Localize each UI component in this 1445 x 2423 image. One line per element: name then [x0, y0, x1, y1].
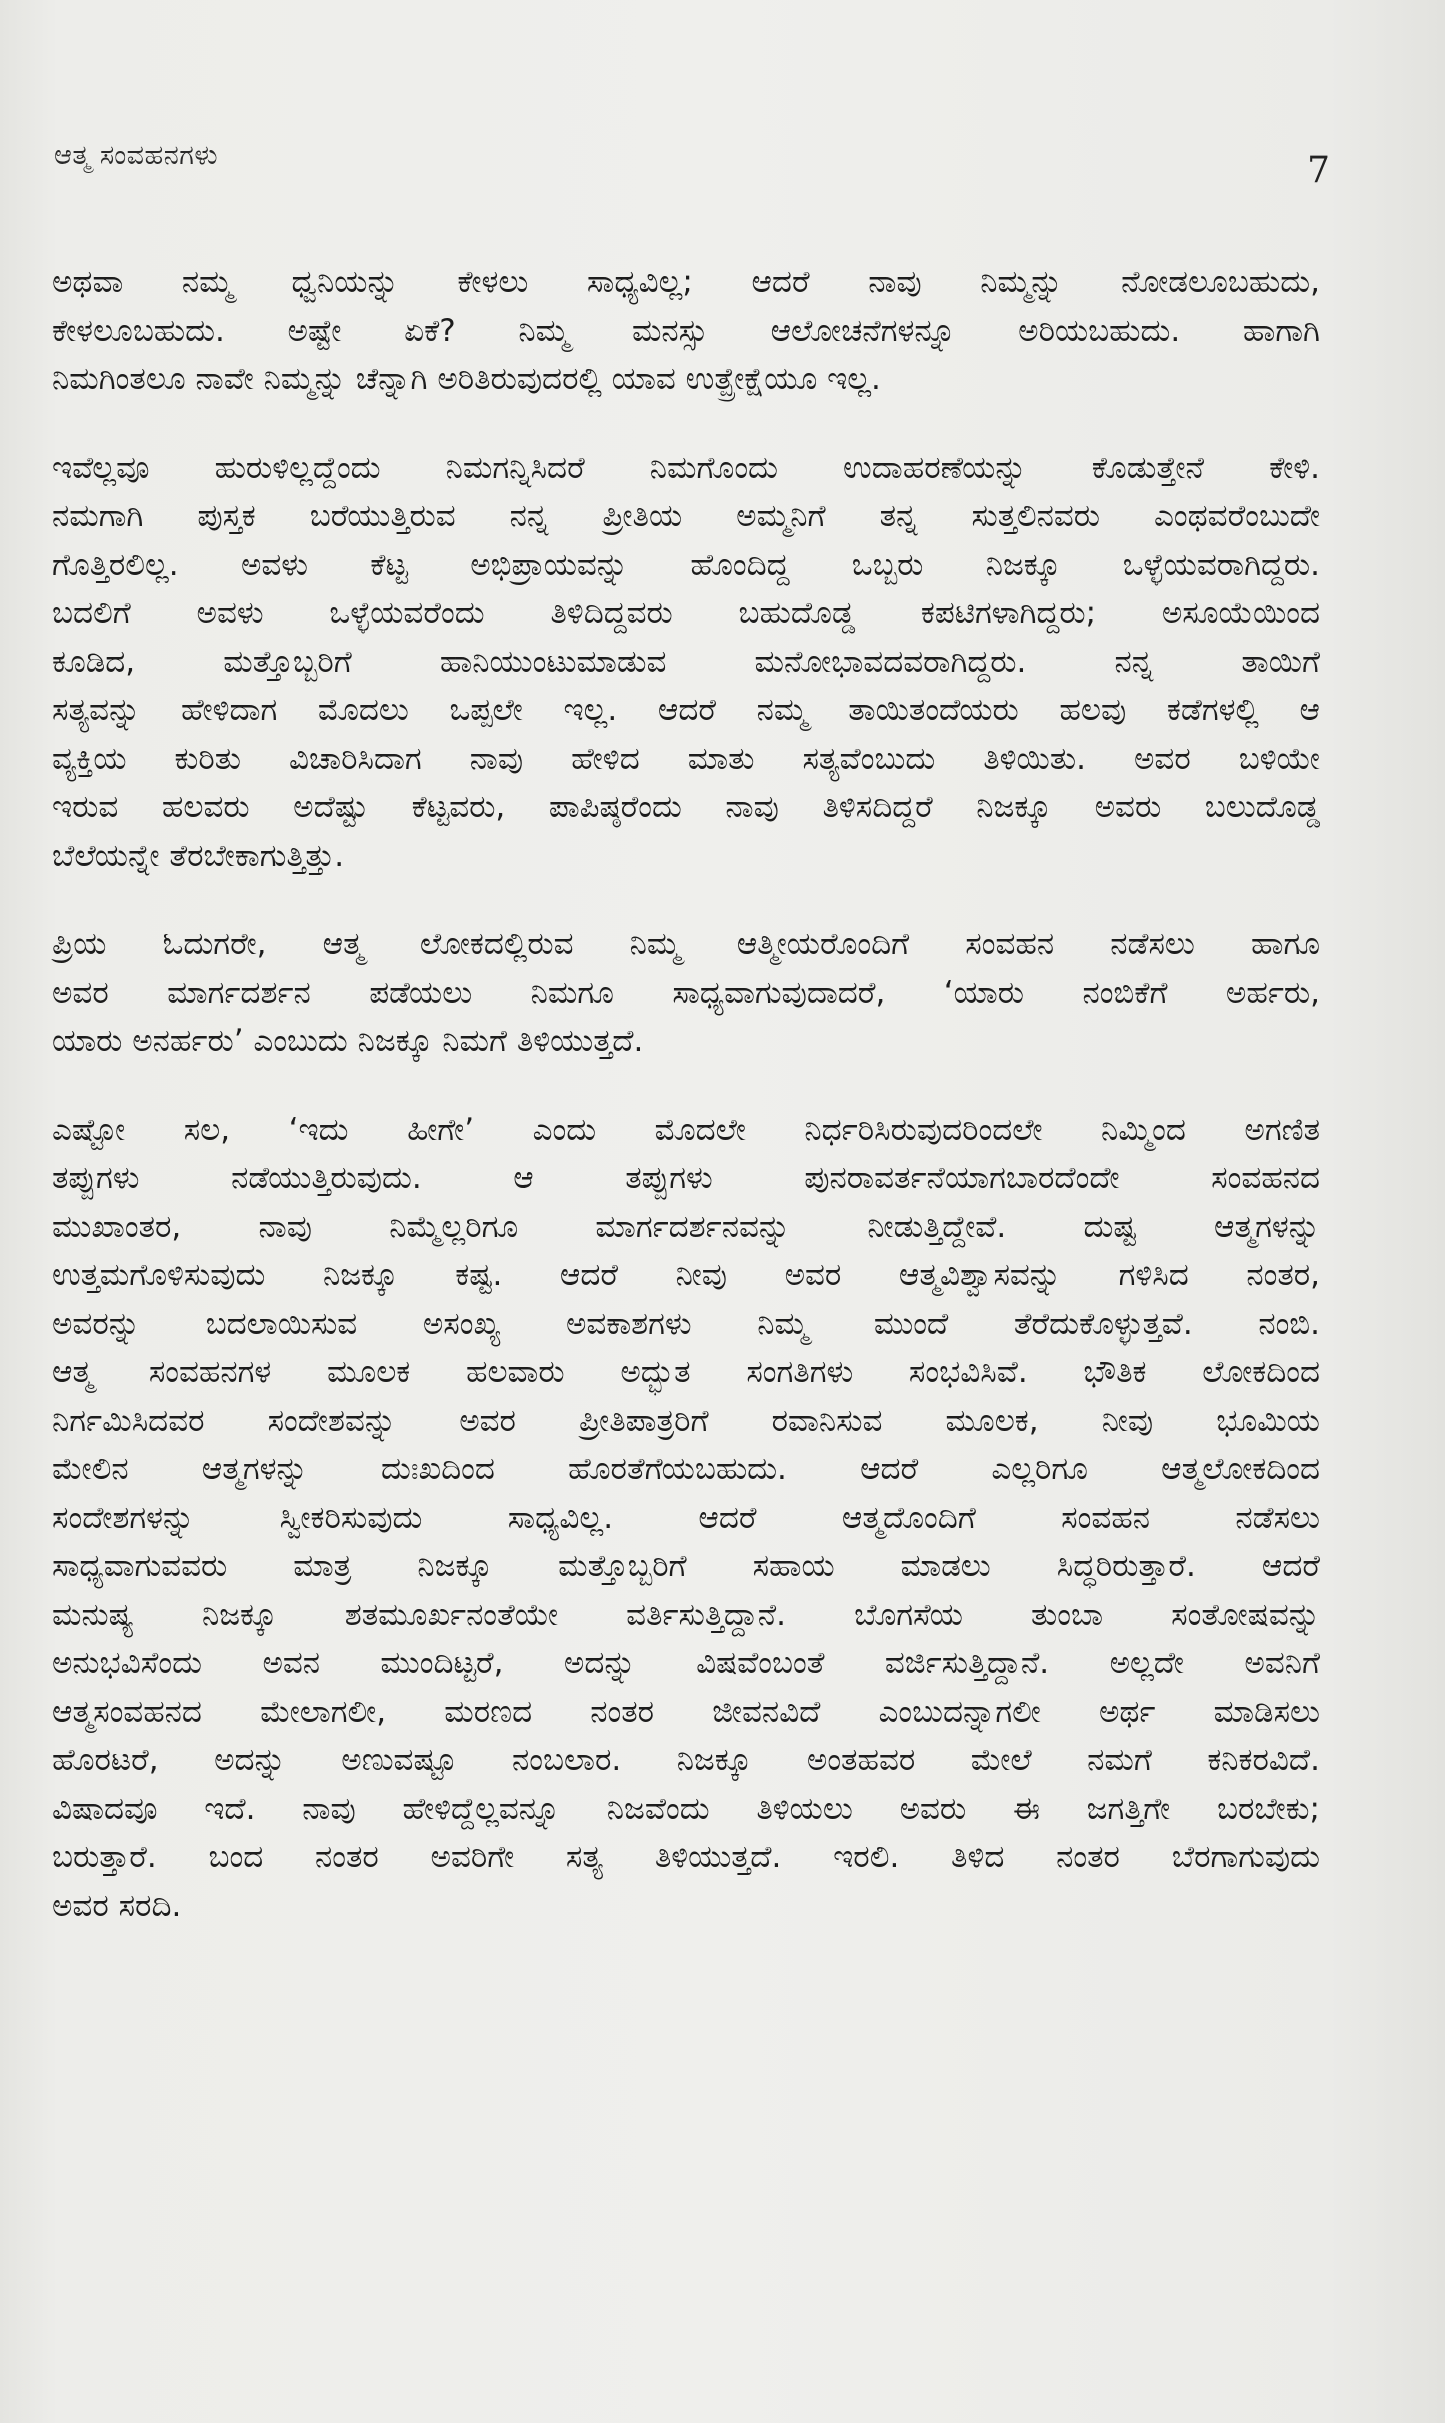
text-line: ಮೇಲಿನ ಆತ್ಮಗಳನ್ನು ದುಃಖದಿಂದ ಹೊರತೆಗೆಯಬಹುದು. ಆದರೆ ಎಲ್ಲರಿಗೂ ಆತ್ಮಲೋಕದಿಂದ	[52, 1451, 1320, 1487]
text-line: ಅವರ ಸರದಿ.	[52, 1887, 182, 1924]
text-line: ನಿರ್ಗಮಿಸಿದವರ ಸಂದೇಶವನ್ನು ಅವರ ಪ್ರೀತಿಪಾತ್ರರಿಗೆ ರವಾನಿಸುವ ಮೂಲಕ, ನೀವು ಭೂಮಿಯ	[52, 1402, 1320, 1439]
text-line: ಸಾಧ್ಯವಾಗುವವರು ಮಾತ್ರ ನಿಜಕ್ಕೂ ಮತ್ತೊಬ್ಬರಿಗೆ ಸಹಾಯ ಮಾಡಲು ಸಿದ್ಧರಿರುತ್ತಾರೆ. ಆದರೆ	[52, 1548, 1320, 1584]
running-title: ಆತ್ಮ ಸಂವಹನಗಳು	[54, 140, 219, 171]
text-line: ಸಂದೇಶಗಳನ್ನು ಸ್ವೀಕರಿಸುವುದು ಸಾಧ್ಯವಿಲ್ಲ. ಆದರೆ ಆತ್ಮದೊಂದಿಗೆ ಸಂವಹನ ನಡೆಸಲು	[52, 1499, 1320, 1536]
text-line: ಇವೆಲ್ಲವೂ ಹುರುಳಿಲ್ಲದ್ದೆಂದು ನಿಮಗನ್ನಿಸಿದರೆ ನಿಮಗೊಂದು ಉದಾಹರಣೆಯನ್ನು ಕೊಡುತ್ತೇನೆ ಕೇಳಿ.	[52, 449, 1320, 486]
paragraph-4	[52, 1106, 1320, 1931]
paragraph-3	[52, 920, 1320, 1066]
text-line: ಬದಲಿಗೆ ಅವಳು ಒಳ್ಳೆಯವರೆಂದು ತಿಳಿದಿದ್ದವರು ಬಹುದೊಡ್ಡ ಕಪಟಿಗಳಾಗಿದ್ದರು; ಅಸೂಯೆಯಿಂದ	[52, 595, 1320, 631]
text-line: ಬರುತ್ತಾರೆ. ಬಂದ ನಂತರ ಅವರಿಗೇ ಸತ್ಯ ತಿಳಿಯುತ್ತದೆ. ಇರಲಿ. ತಿಳಿದ ನಂತರ ಬೆರಗಾಗುವುದು	[52, 1839, 1320, 1875]
text-line: ನಮಗಾಗಿ ಪುಸ್ತಕ ಬರೆಯುತ್ತಿರುವ ನನ್ನ ಪ್ರೀತಿಯ ಅಮ್ಮನಿಗೆ ತನ್ನ ಸುತ್ತಲಿನವರು ಎಂಥವರೆಂಬುದೇ	[52, 498, 1320, 534]
text-line: ಹೊರಟರೆ, ಅದನ್ನು ಅಣುವಷ್ಟೂ ನಂಬಲಾರ. ನಿಜಕ್ಕೂ ಅಂತಹವರ ಮೇಲೆ ನಮಗೆ ಕನಿಕರವಿದೆ.	[52, 1742, 1320, 1778]
text-line: ಆತ್ಮ ಸಂವಹನಗಳ ಮೂಲಕ ಹಲವಾರು ಅದ್ಭುತ ಸಂಗತಿಗಳು ಸಂಭವಿಸಿವೆ. ಭೌತಿಕ ಲೋಕದಿಂದ	[52, 1354, 1320, 1390]
text-line: ಆತ್ಮಸಂವಹನದ ಮೇಲಾಗಲೀ, ಮರಣದ ನಂತರ ಜೀವನವಿದೆ ಎಂಬುದನ್ನಾಗಲೀ ಅರ್ಥ ಮಾಡಿಸಲು	[52, 1693, 1320, 1730]
text-line: ಸತ್ಯವನ್ನು ಹೇಳಿದಾಗ ಮೊದಲು ಒಪ್ಪಲೇ ಇಲ್ಲ. ಆದರೆ ನಮ್ಮ ತಾಯಿತಂದೆಯರು ಹಲವು ಕಡೆಗಳಲ್ಲಿ ಆ	[52, 692, 1320, 728]
text-line: ತಪ್ಪುಗಳು ನಡೆಯುತ್ತಿರುವುದು. ಆ ತಪ್ಪುಗಳು ಪುನರಾವರ್ತನೆಯಾಗಬಾರದೆಂದೇ ಸಂವಹನದ	[52, 1160, 1320, 1196]
text-line: ಕೇಳಲೂಬಹುದು. ಅಷ್ಟೇ ಏಕೆ? ನಿಮ್ಮ ಮನಸ್ಸು ಆಲೋಚನೆಗಳನ್ನೂ ಅರಿಯಬಹುದು. ಹಾಗಾಗಿ	[52, 312, 1320, 349]
text-line: ಉತ್ತಮಗೊಳಿಸುವುದು ನಿಜಕ್ಕೂ ಕಷ್ಟ. ಆದರೆ ನೀವು ಅವರ ಆತ್ಮವಿಶ್ವಾಸವನ್ನು ಗಳಿಸಿದ ನಂತರ,	[52, 1257, 1320, 1293]
text-line: ಎಷ್ಟೋ ಸಲ, ‘ಇದು ಹೀಗೇ’ ಎಂದು ಮೊದಲೇ ನಿರ್ಧರಿಸಿರುವುದರಿಂದಲೇ ನಿಮ್ಮಿಂದ ಅಗಣಿತ	[52, 1111, 1320, 1148]
paragraph-1	[52, 258, 1320, 404]
text-line: ಯಾರು ಅನರ್ಹರು’ ಎಂಬುದು ನಿಜಕ್ಕೂ ನಿಮಗೆ ತಿಳಿಯುತ್ತದೆ.	[52, 1023, 644, 1059]
page-number: 7	[1307, 150, 1330, 191]
text-line: ಅವರ ಮಾರ್ಗದರ್ಶನ ಪಡೆಯಲು ನಿಮಗೂ ಸಾಧ್ಯವಾಗುವುದಾದರೆ, ‘ಯಾರು ನಂಬಿಕೆಗೆ ಅರ್ಹರು,	[52, 974, 1320, 1011]
text-line: ಇರುವ ಹಲವರು ಅದೆಷ್ಟು ಕೆಟ್ಟವರು, ಪಾಪಿಷ್ಠರೆಂದು ನಾವು ತಿಳಿಸದಿದ್ದರೆ ನಿಜಕ್ಕೂ ಅವರು ಬಲುದೊಡ್ಡ	[52, 789, 1320, 825]
text-line: ವಿಷಾದವೂ ಇದೆ. ನಾವು ಹೇಳಿದ್ದೆಲ್ಲವನ್ನೂ ನಿಜವೆಂದು ತಿಳಿಯಲು ಅವರು ಈ ಜಗತ್ತಿಗೇ ಬರಬೇಕು;	[52, 1790, 1320, 1827]
text-line: ಬೆಲೆಯನ್ನೇ ತೆರಬೇಕಾಗುತ್ತಿತ್ತು.	[52, 837, 345, 874]
paragraph-2	[52, 444, 1320, 881]
text-line: ಕೂಡಿದ, ಮತ್ತೊಬ್ಬರಿಗೆ ಹಾನಿಯುಂಟುಮಾಡುವ ಮನೋಭಾವದವರಾಗಿದ್ದರು. ನನ್ನ ತಾಯಿಗೆ	[52, 643, 1320, 680]
text-line: ಅಥವಾ ನಮ್ಮ ಧ್ವನಿಯನ್ನು ಕೇಳಲು ಸಾಧ್ಯವಿಲ್ಲ; ಆದರೆ ನಾವು ನಿಮ್ಮನ್ನು ನೋಡಲೂಬಹುದು,	[52, 264, 1320, 300]
text-line: ನಿಮಗಿಂತಲೂ ನಾವೇ ನಿಮ್ಮನ್ನು ಚೆನ್ನಾಗಿ ಅರಿತಿರುವುದರಲ್ಲಿ ಯಾವ ಉತ್ಪ್ರೇಕ್ಷೆಯೂ ಇಲ್ಲ.	[52, 361, 881, 397]
body-text	[52, 258, 1320, 1970]
text-line: ಪ್ರಿಯ ಓದುಗರೇ, ಆತ್ಮ ಲೋಕದಲ್ಲಿರುವ ನಿಮ್ಮ ಆತ್ಮೀಯರೊಂದಿಗೆ ಸಂವಹನ ನಡೆಸಲು ಹಾಗೂ	[52, 926, 1320, 962]
text-line: ಗೊತ್ತಿರಲಿಲ್ಲ. ಅವಳು ಕೆಟ್ಟ ಅಭಿಪ್ರಾಯವನ್ನು ಹೊಂದಿದ್ದ ಒಬ್ಬರು ನಿಜಕ್ಕೂ ಒಳ್ಳೆಯವರಾಗಿದ್ದರು.	[52, 546, 1320, 583]
text-line: ಮುಖಾಂತರ, ನಾವು ನಿಮ್ಮೆಲ್ಲರಿಗೂ ಮಾರ್ಗದರ್ಶನವನ್ನು ನೀಡುತ್ತಿದ್ದೇವೆ. ದುಷ್ಟ ಆತ್ಮಗಳನ್ನು	[52, 1208, 1320, 1245]
text-line: ಅವರನ್ನು ಬದಲಾಯಿಸುವ ಅಸಂಖ್ಯ ಅವಕಾಶಗಳು ನಿಮ್ಮ ಮುಂದೆ ತೆರೆದುಕೊಳ್ಳುತ್ತವೆ. ನಂಬಿ.	[52, 1305, 1320, 1342]
text-line: ವ್ಯಕ್ತಿಯ ಕುರಿತು ವಿಚಾರಿಸಿದಾಗ ನಾವು ಹೇಳಿದ ಮಾತು ಸತ್ಯವೆಂಬುದು ತಿಳಿಯಿತು. ಅವರ ಬಳಿಯೇ	[52, 740, 1320, 777]
text-line: ಮನುಷ್ಯ ನಿಜಕ್ಕೂ ಶತಮೂರ್ಖನಂತೆಯೇ ವರ್ತಿಸುತ್ತಿದ್ದಾನೆ. ಬೊಗಸೆಯ ತುಂಬಾ ಸಂತೋಷವನ್ನು	[52, 1596, 1320, 1633]
text-line: ಅನುಭವಿಸೆಂದು ಅವನ ಮುಂದಿಟ್ಟರೆ, ಅದನ್ನು ವಿಷವೆಂಬಂತೆ ವರ್ಜಿಸುತ್ತಿದ್ದಾನೆ. ಅಲ್ಲದೇ ಅವನಿಗೆ	[52, 1645, 1320, 1681]
